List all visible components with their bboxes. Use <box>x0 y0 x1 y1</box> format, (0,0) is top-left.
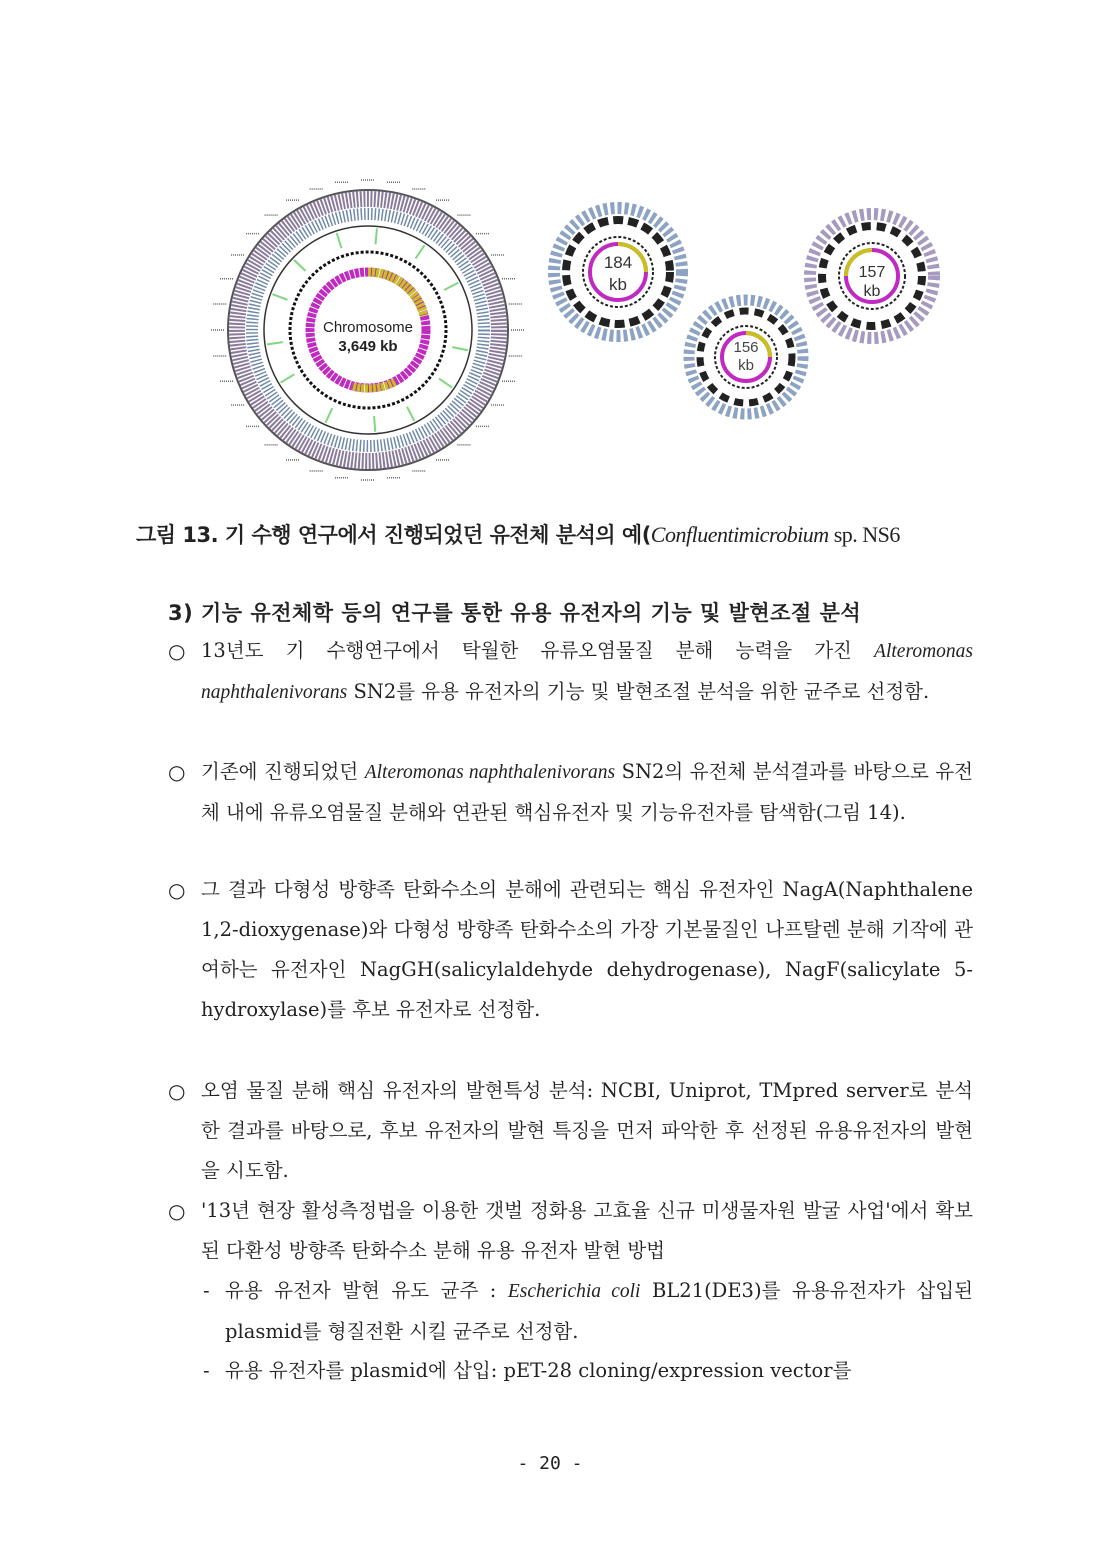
bullet-item <box>168 1071 973 1191</box>
chromosome-green-marker <box>374 416 375 432</box>
dash-item <box>203 1271 973 1352</box>
dash-text <box>225 1271 973 1352</box>
page-number: - 20 - <box>517 1453 583 1474</box>
chromosome-green-marker <box>337 233 342 248</box>
genome-map-figure <box>200 170 1000 500</box>
bullet-text-part: 13년도 기 수행연구에서 탁월한 유류오염물질 분해 능력을 가진 <box>201 639 875 662</box>
chromosome-green-marker <box>294 260 306 271</box>
plasmid-184-value: 184 <box>603 253 633 272</box>
chromosome-green-marker <box>272 294 287 300</box>
chromosome-label: Chromosome <box>322 319 414 336</box>
chromosome-green-marker <box>452 347 468 350</box>
dash-item <box>203 1351 973 1391</box>
bullet-mark: ○ <box>168 1199 186 1223</box>
caption-species: Confluentimicrobium <box>650 522 829 547</box>
bullet-text <box>201 752 973 833</box>
bullet-text <box>201 631 973 713</box>
plasmid-map-156kb <box>689 300 803 414</box>
bullet-mark: ○ <box>168 1079 186 1103</box>
chromosome-map <box>211 180 525 480</box>
plasmid-156-unit: kb <box>738 357 754 374</box>
dash-mark: - <box>203 1279 210 1302</box>
species-name: Escherichia coli <box>507 1281 641 1302</box>
chromosome-green-marker <box>439 379 452 388</box>
bullet-text: '13년 현장 활성측정법을 이용한 갯벌 정화용 고효율 신규 미생물자원 발굴 사업'에서 확보된 다환성 방향족 탄화수소 분해 유용 유전자 발현 방법 <box>201 1199 973 1262</box>
bullet-text-part: SN2를 유용 유전자의 기능 및 발현조절 분석을 위한 균주로 선정함. <box>347 680 930 703</box>
bullet-mark: ○ <box>168 878 186 902</box>
plasmid-157-value: 157 <box>858 264 886 281</box>
bullet-text-part: SN2의 유전체 분석결과를 바탕으로 유전체 내에 유류오염물질 분해와 연관된 핵심유전자 및 기능유전자를 탐색함(그림 14). <box>201 760 974 824</box>
caption-suffix: sp. NS6 <box>828 522 900 547</box>
plasmid-156-value: 156 <box>733 339 759 356</box>
bullet-text-part: 기존에 진행되었던 <box>201 760 365 783</box>
chromosome-size: 3,649 kb <box>338 338 398 355</box>
dash-mark: - <box>203 1359 210 1382</box>
bullet-item <box>168 631 973 713</box>
chromosome-green-marker <box>416 245 425 258</box>
dash-text: 유용 유전자를 plasmid에 삽입: pET-28 cloning/expression vector를 <box>225 1359 852 1382</box>
bullet-item <box>168 1191 973 1271</box>
bullet-item <box>168 870 973 1030</box>
caption-prefix: 그림 13. 기 수행 연구에서 진행되었던 유전체 분석의 예( <box>136 523 651 547</box>
dash-text-part: 유용 유전자 발현 유도 균주 : <box>225 1279 508 1302</box>
section-heading: 3) 기능 유전체학 등의 연구를 통한 유용 유전자의 기능 및 발현조절 분석 <box>168 601 862 625</box>
bullet-mark: ○ <box>168 639 186 663</box>
chromosome-green-marker <box>267 342 283 344</box>
species-name: Alteromonas naphthalenivorans <box>364 762 616 783</box>
plasmid-map-184kb <box>554 208 682 336</box>
bullet-text: 오염 물질 분해 핵심 유전자의 발현특성 분석: NCBI, Uniprot, TMpred server로 분석한 결과를 바탕으로, 후보 유전자의 발현 특징을 먼저 파악한 후 선정된 유용유전자의 발현을 시도함. <box>201 1079 973 1182</box>
plasmid-map-157kb <box>810 214 934 338</box>
chromosome-green-marker <box>444 283 458 290</box>
chromosome-green-marker <box>281 374 295 382</box>
bullet-mark: ○ <box>168 760 186 784</box>
chromosome-green-marker <box>407 407 414 421</box>
plasmid-184-unit: kb <box>609 275 627 294</box>
bullet-text: 그 결과 다형성 방향족 탄화수소의 분해에 관련되는 핵심 유전자인 NagA(Naphthalene 1,2-dioxygenase)와 다형성 방향족 탄화수소의 가장 기본물질인 나프탈렌 분해 기작에 관여하는 유전자인 NagGH(salicylaldehyde dehydrogenase), NagF(salicylate 5-hydroxylase)를 후보 유전자로 선정함. <box>201 878 973 1021</box>
chromosome-green-marker <box>326 408 333 423</box>
chromosome-green-marker <box>376 228 377 244</box>
bullet-item <box>168 752 973 833</box>
dash-text-part: BL21(DE3)를 유용유전자가 삽입된 plasmid를 형질전환 시킬 균주로 선정함. <box>225 1279 973 1343</box>
species-name: Alteromonas naphthalenivorans <box>201 641 973 703</box>
figure-caption <box>136 519 1036 549</box>
plasmid-157-unit: kb <box>863 283 881 300</box>
